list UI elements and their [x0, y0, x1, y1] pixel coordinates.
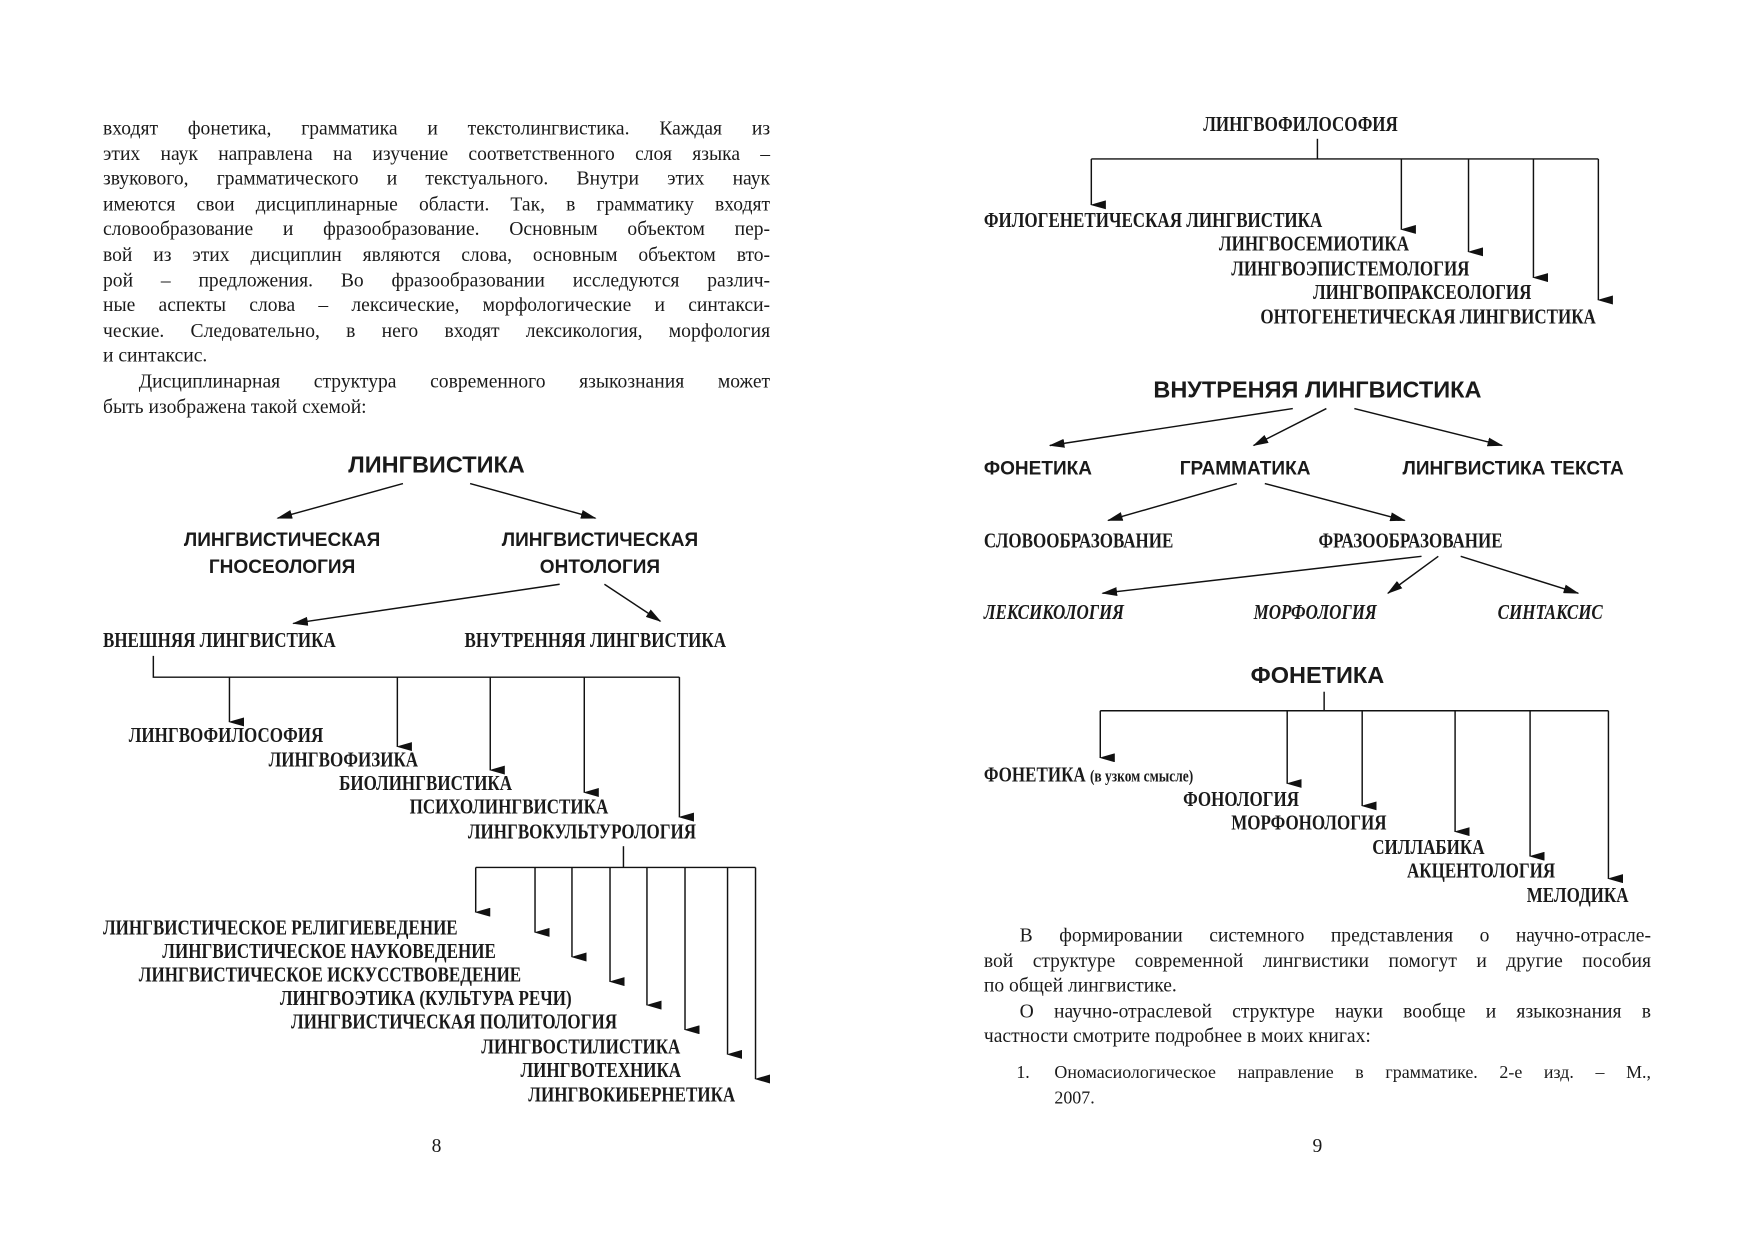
phonetics-item: СИЛЛАБИКА — [1372, 836, 1485, 860]
node-culture-item: ЛИНГВИСТИЧЕСКОЕ ИСКУССТВОВЕДЕНИЕ — [138, 963, 522, 988]
text-line: имеются свои дисциплинарные области. Так, в грамматику входят — [102, 192, 771, 215]
reference-number: 1. — [1016, 1063, 1030, 1083]
page-number: 8 — [431, 1133, 442, 1157]
philosophy-item: ФИЛОГЕНЕТИЧЕСКАЯ ЛИНГВИСТИКА — [983, 209, 1323, 233]
left-paragraph-1 — [103, 115, 770, 418]
phonetics-item: АКЦЕНТОЛОГИЯ — [1406, 859, 1556, 884]
phonetics-root: ФОНЕТИКА — [1250, 662, 1385, 689]
text-line: вой структуре современной лингвистики помогут и другие пособия — [983, 948, 1651, 972]
phonetics-item: МОРФОНОЛОГИЯ — [1231, 811, 1387, 835]
text-line: ческие. Следовательно, в него входят лексикология, морфология — [102, 318, 771, 342]
text-line: звукового, грамматического и текстуального. Внутри этих наук — [102, 166, 771, 190]
bracket — [153, 656, 679, 677]
node-text-linguistics: ЛИНГВИСТИКА ТЕКСТА — [1402, 457, 1624, 480]
internal-root: ВНУТРЕНЯЯ ЛИНГВИСТИКА — [1153, 377, 1482, 403]
node-culture-item: ЛИНГВОСТИЛИСТИКА — [481, 1035, 681, 1059]
right-paragraphs — [984, 922, 1651, 1048]
text-line: рой – предложения. Во фразообразовании исследуются различ- — [102, 268, 771, 291]
philosophy-item: ЛИНГВОСЕМИОТИКА — [1218, 232, 1410, 257]
philosophy-root: ЛИНГВОФИЛОСОФИЯ — [1203, 113, 1398, 137]
philosophy-item: ОНТОГЕНЕТИЧЕСКАЯ ЛИНГВИСТИКА — [1260, 305, 1596, 330]
node-culture-item: ЛИНГВИСТИЧЕСКОЕ НАУКОВЕДЕНИЕ — [162, 940, 496, 964]
reference-line: 2007. — [1054, 1088, 1095, 1108]
node-phonetics: ФОНЕТИКА — [983, 457, 1092, 480]
node-culture-item: ЛИНГВОЭТИКА (КУЛЬТУРА РЕЧИ) — [279, 987, 572, 1011]
philosophy-item: ЛИНГВОПРАКСЕОЛОГИЯ — [1312, 280, 1532, 305]
node-external-item: БИОЛИНГВИСТИКА — [339, 772, 513, 796]
node-internal: ВНУТРЕННЯЯ ЛИНГВИСТИКА — [464, 629, 727, 653]
node-external-item: ПСИХОЛИНГВИСТИКА — [409, 795, 609, 820]
node-syntax: СИНТАКСИС — [1497, 601, 1603, 625]
node-ontology-2: ОНТОЛОГИЯ — [539, 556, 661, 578]
reference-line: Ономасиологическое направление в грамматике. 2-е изд. – М., — [1054, 1063, 1651, 1083]
phonetics-narrow: ФОНЕТИКА — [983, 763, 1086, 787]
text-line: О научно-отраслевой структуре науки вообще и языкознания в — [1019, 999, 1651, 1022]
node-external-item: ЛИНГВОФИЛОСОФИЯ — [128, 724, 324, 748]
text-line: этих наук направлена на изучение соответственного слоя языка – — [102, 141, 771, 165]
node-external: ВНЕШНЯЯ ЛИНГВИСТИКА — [102, 629, 336, 653]
reference-list — [1016, 1061, 1651, 1112]
text-line: В формировании системного представления о научно-отрасле- — [1019, 923, 1651, 946]
node-word-formation: СЛОВООБРАЗОВАНИЕ — [983, 529, 1174, 553]
node-gnoseology-1: ЛИНГВИСТИЧЕСКАЯ — [183, 529, 381, 551]
text-line: по общей лингвистике. — [983, 974, 1177, 997]
node-ontology-1: ЛИНГВИСТИЧЕСКАЯ — [501, 529, 699, 551]
arrow — [293, 584, 559, 623]
text-line: словообразование и фразообразование. Основным объектом пер- — [102, 217, 771, 240]
diagram-root: ЛИНГВИСТИКА — [348, 452, 525, 478]
page-number: 9 — [1312, 1133, 1323, 1157]
text-line: вой из этих дисциплин являются слова, основным объектом вто- — [102, 242, 771, 266]
text-line: частности смотрите подробнее в моих книгах: — [983, 1024, 1371, 1047]
arrow — [470, 484, 595, 519]
text-line: ные аспекты слова – лексические, морфологические и синтакси- — [102, 293, 771, 316]
text-line: и синтаксис. — [102, 344, 208, 367]
text-line: Дисциплинарная структура современного языкознания может — [138, 369, 771, 392]
philosophy-item: ЛИНГВОЭПИСТЕМОЛОГИЯ — [1231, 257, 1470, 281]
phonetics-narrow-note: (в узком смысле) — [1089, 767, 1194, 786]
node-culture-item: ЛИНГВОКИБЕРНЕТИКА — [528, 1083, 736, 1107]
node-morphology: МОРФОЛОГИЯ — [1253, 601, 1377, 625]
node-external-item: ЛИНГВОКУЛЬТУРОЛОГИЯ — [467, 820, 697, 844]
phonetics-item: ФОНОЛОГИЯ — [1183, 787, 1300, 812]
node-gnoseology-2: ГНОСЕОЛОГИЯ — [208, 556, 356, 578]
text-line: входят фонетика, грамматика и текстолингвистика. Каждая из — [102, 116, 771, 139]
node-external-item: ЛИНГВОФИЗИКА — [268, 748, 419, 773]
phonetics-item: МЕЛОДИКА — [1526, 884, 1629, 908]
node-lexicology: ЛЕКСИКОЛОГИЯ — [983, 601, 1125, 625]
node-grammar: ГРАММАТИКА — [1179, 457, 1311, 480]
phonetics-item — [984, 764, 1193, 788]
arrow — [278, 484, 403, 519]
node-culture-item: ЛИНГВИСТИЧЕСКОЕ РЕЛИГИЕВЕДЕНИЕ — [102, 916, 458, 941]
node-phrase-formation: ФРАЗООБРАЗОВАНИЕ — [1318, 529, 1503, 553]
arrow — [604, 584, 660, 621]
text-line: быть изображена такой схемой: — [102, 394, 367, 417]
node-culture-item: ЛИНГВОТЕХНИКА — [520, 1058, 682, 1083]
node-culture-item: ЛИНГВИСТИЧЕСКАЯ ПОЛИТОЛОГИЯ — [291, 1010, 618, 1035]
